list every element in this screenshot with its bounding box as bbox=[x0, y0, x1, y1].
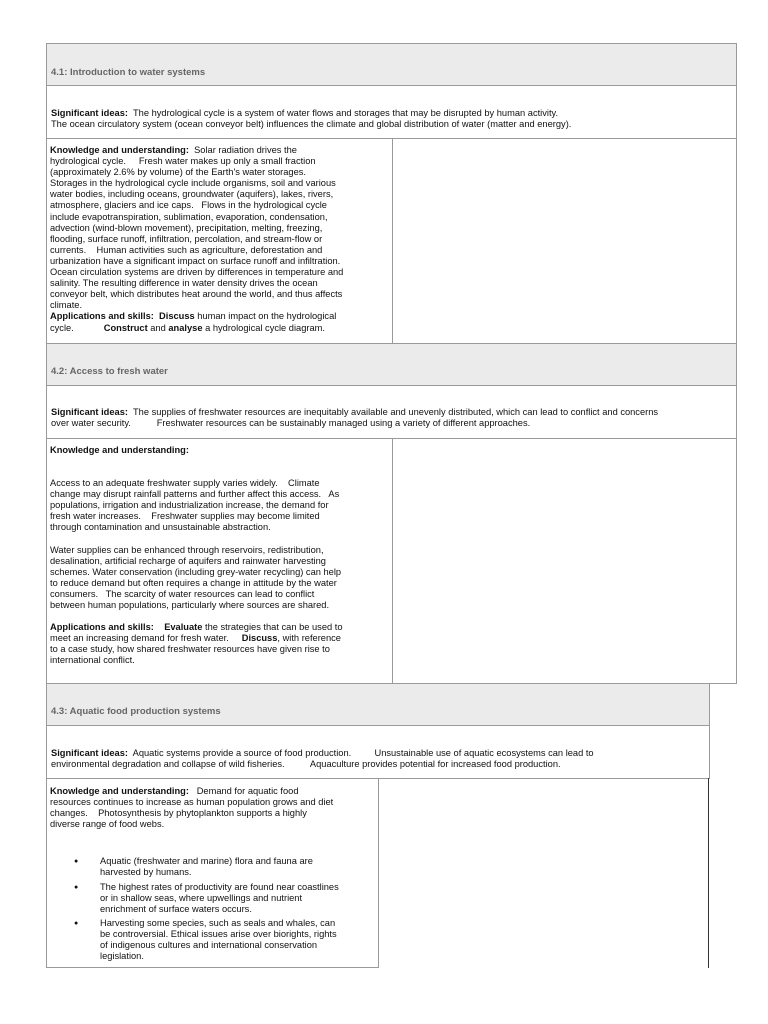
knowledge-line: desalination, artificial recharge of aquifers and rainwater harvesting bbox=[50, 555, 326, 566]
knowledge-line: to reduce demand but often requires a change in attitude by the water bbox=[50, 577, 337, 588]
applications-label: Applications and skills: bbox=[50, 311, 154, 322]
knowledge-label: Knowledge and understanding: bbox=[50, 445, 189, 455]
significant-ideas-text: Aquatic systems provide a source of food production. Unsustainable use of aquatic ecosystems can lead to bbox=[132, 748, 594, 758]
knowledge-line: Water supplies can be enhanced through reservoirs, redistribution, bbox=[50, 544, 324, 555]
applications-text: human impact on the hydrological bbox=[197, 311, 337, 322]
knowledge-line: Solar radiation drives the bbox=[194, 145, 297, 155]
applications-text: meet an increasing demand for fresh water. bbox=[50, 633, 229, 644]
applications-label: Applications and skills: bbox=[50, 622, 154, 633]
knowledge-line: flooding, surface runoff, infiltration, percolation, and stream-flow or bbox=[50, 233, 323, 244]
command-term: Construct bbox=[103, 322, 148, 333]
significant-ideas-label: Significant ideas: bbox=[51, 748, 128, 758]
section-4-1-knowledge-cell bbox=[46, 138, 393, 344]
knowledge-line: advection (wind-blown movement), precipitation, melting, freezing, bbox=[50, 222, 323, 233]
knowledge-line: Demand for aquatic food bbox=[196, 786, 299, 796]
significant-ideas-text: The ocean circulatory system (ocean conveyor belt) influences the climate and global distribution of water (matter and energy). bbox=[51, 119, 572, 130]
knowledge-line: diverse range of food webs. bbox=[50, 819, 165, 830]
applications-text: cycle. bbox=[50, 322, 74, 333]
section-4-2-notes-cell[interactable] bbox=[392, 438, 737, 684]
knowledge-line: conveyor belt, which distributes heat around the world, and thus affects bbox=[50, 289, 343, 300]
command-term: Discuss bbox=[241, 633, 278, 644]
list-item: ● The highest rates of productivity are found near coastlines or in shallow seas, where upwellings and nutrient enrichment of surface waters occurs. bbox=[50, 882, 378, 915]
knowledge-line: through contamination and unsustainable abstraction. bbox=[50, 522, 271, 533]
section-4-1-significant-ideas bbox=[46, 85, 737, 139]
knowledge-line: atmosphere, glaciers and ice caps. Flows in the hydrological cycle bbox=[50, 200, 327, 211]
section-4-3-significant-ideas bbox=[46, 725, 710, 779]
section-4-1-header bbox=[46, 43, 737, 86]
section-4-2-knowledge-cell bbox=[46, 438, 393, 684]
knowledge-line: changes. Photosynthesis by phytoplankton supports a highly bbox=[50, 808, 307, 819]
applications-text: a hydrological cycle diagram. bbox=[205, 322, 325, 333]
knowledge-line: Storages in the hydrological cycle include organisms, soil and various bbox=[50, 178, 336, 189]
knowledge-line: schemes. Water conservation (including grey-water recycling) can help bbox=[50, 566, 342, 577]
knowledge-line: resources continues to increase as human population grows and diet bbox=[50, 797, 334, 808]
knowledge-line: water bodies, including oceans, groundwater (aquifers), lakes, rivers, bbox=[50, 189, 334, 200]
knowledge-label: Knowledge and understanding: bbox=[50, 786, 189, 796]
applications-text: , with reference bbox=[277, 633, 341, 644]
applications-text: and bbox=[150, 322, 166, 333]
knowledge-line: change may disrupt rainfall patterns and further affect this access. As bbox=[50, 489, 340, 500]
significant-ideas-text: The hydrological cycle is a system of water flows and storages that may be disrupted by human activity. bbox=[132, 108, 559, 118]
bullet-list bbox=[50, 856, 378, 962]
knowledge-line: hydrological cycle. Fresh water makes up only a small fraction bbox=[50, 156, 316, 167]
notes-column-divider bbox=[708, 778, 709, 968]
applications-text: international conflict. bbox=[50, 655, 135, 666]
knowledge-line: include evapotranspiration, sublimation, evaporation, condensation, bbox=[50, 211, 328, 222]
significant-ideas-label: Significant ideas: bbox=[51, 407, 128, 417]
knowledge-line: Access to an adequate freshwater supply varies widely. Climate bbox=[50, 478, 320, 489]
command-term: analyse bbox=[168, 322, 203, 333]
section-4-1-notes-cell[interactable] bbox=[392, 138, 737, 344]
knowledge-line: between human populations, particularly where sources are shared. bbox=[50, 600, 330, 611]
section-title: 4.3: Aquatic food production systems bbox=[51, 706, 221, 717]
section-4-2-significant-ideas bbox=[46, 385, 737, 439]
applications-text: the strategies that can be used to bbox=[205, 622, 343, 633]
significant-ideas-text: The supplies of freshwater resources are inequitably available and unevenly distributed, which can lead to conflict and concerns bbox=[132, 407, 659, 417]
knowledge-line: urbanization have a significant impact on surface runoff and infiltration. bbox=[50, 255, 341, 266]
list-item: ● Harvesting some species, such as seals and whales, can be controversial. Ethical issues arise over biorights, rights of indigenous cultures and international conservation legislation. bbox=[50, 918, 378, 962]
knowledge-line: (approximately 2.6% by volume) of the Earth's water storages. bbox=[50, 167, 307, 178]
significant-ideas-text: environmental degradation and collapse of wild fisheries. Aquaculture provides potential for increased food production. bbox=[51, 759, 561, 770]
section-title: 4.1: Introduction to water systems bbox=[51, 67, 206, 78]
knowledge-line: currents. Human activities such as agriculture, deforestation and bbox=[50, 244, 323, 255]
knowledge-line: populations, irrigation and industrialization increase, the demand for bbox=[50, 500, 329, 511]
significant-ideas-text: over water security. Freshwater resources can be sustainably managed using a variety of different approaches. bbox=[51, 418, 531, 429]
knowledge-line: Ocean circulation systems are driven by differences in temperature and bbox=[50, 267, 344, 278]
knowledge-line: consumers. The scarcity of water resources can lead to conflict bbox=[50, 588, 315, 599]
section-4-2-header bbox=[46, 343, 737, 386]
section-title: 4.2: Access to fresh water bbox=[51, 366, 168, 377]
knowledge-label: Knowledge and understanding: bbox=[50, 145, 189, 155]
knowledge-line: salinity. The resulting difference in water density drives the ocean bbox=[50, 278, 318, 289]
knowledge-line: fresh water increases. Freshwater supplies may become limited bbox=[50, 511, 320, 522]
section-4-3-header bbox=[46, 683, 710, 726]
significant-ideas-label: Significant ideas: bbox=[51, 108, 128, 118]
section-4-3-knowledge-cell bbox=[46, 778, 379, 968]
command-term: Discuss bbox=[159, 311, 195, 322]
knowledge-line: climate. bbox=[50, 300, 83, 311]
applications-text: to a case study, how shared freshwater resources have given rise to bbox=[50, 644, 330, 655]
command-term: Evaluate bbox=[164, 622, 203, 633]
list-item: ● Aquatic (freshwater and marine) flora and fauna are harvested by humans. bbox=[50, 856, 378, 878]
